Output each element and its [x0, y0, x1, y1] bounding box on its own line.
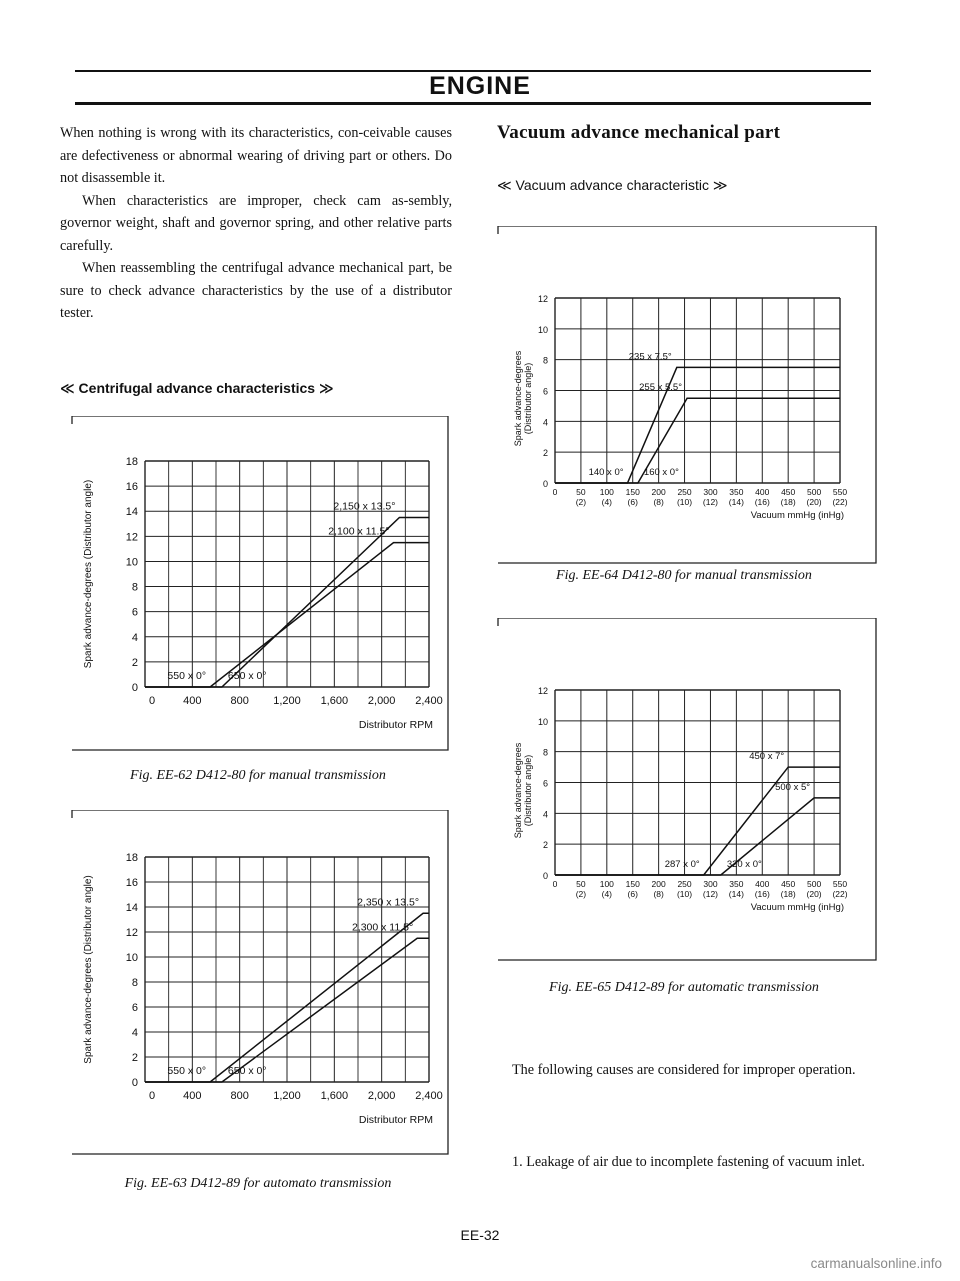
caption-ee-65: Fig. EE-65 D412-89 for automatic transmission: [549, 980, 819, 995]
x-tick-label: 250: [677, 879, 692, 889]
watermark: carmanualsonline.info: [810, 1256, 942, 1271]
y-tick-label: 12: [125, 927, 138, 939]
x-tick-label: 300: [703, 487, 718, 497]
y-tick-label: 10: [125, 556, 138, 569]
x-tick-sublabel: (16): [754, 889, 770, 899]
page-number: EE-32: [460, 1227, 500, 1243]
y-tick-label: 2: [131, 656, 138, 669]
x-tick-sublabel: (10): [676, 497, 693, 507]
series-line: [555, 367, 840, 483]
y-axis-label: Spark advance-degrees (Distributor angle): [83, 875, 94, 1064]
x-tick-label: 500: [806, 879, 822, 889]
centrifugal-heading: ≪ Centrifugal advance characteristics ≫: [60, 380, 334, 396]
x-axis-label: Distributor RPM: [358, 719, 433, 731]
x-tick-label: 0: [149, 1090, 156, 1102]
x-tick-label: 550: [832, 879, 848, 889]
y-axis-label: Spark advance-degrees: [513, 350, 523, 447]
x-tick-label: 250: [677, 487, 692, 497]
chart-ee-62: [60, 416, 456, 756]
y-tick-label: 10: [537, 716, 548, 727]
x-tick-label: 0: [552, 879, 558, 889]
annotation-label: 2,150 x 13.5°: [333, 500, 396, 513]
annotation-label: 650 x 0°: [227, 1065, 267, 1077]
annotation-label: 550 x 0°: [167, 1065, 207, 1077]
y-tick-label: 16: [125, 481, 138, 494]
chart-ee-63: [60, 810, 456, 1160]
x-tick-sublabel: (20): [806, 497, 822, 507]
y-tick-label: 18: [125, 456, 138, 468]
caption-ee-64: Fig. EE-64 D412-80 for manual transmission: [556, 568, 812, 583]
y-tick-label: 4: [542, 809, 548, 820]
y-tick-label: 0: [542, 871, 548, 881]
y-tick-label: 14: [125, 506, 138, 519]
x-tick-label: 350: [729, 487, 744, 497]
y-tick-label: 2: [542, 840, 548, 851]
x-tick-label: 200: [651, 879, 666, 889]
x-tick-sublabel: (20): [806, 889, 822, 899]
x-tick-label: 400: [755, 879, 770, 889]
chart-ee-65: [488, 618, 880, 963]
y-tick-label: 16: [125, 877, 138, 889]
y-tick-label: 0: [542, 479, 548, 489]
x-tick-sublabel: (18): [780, 889, 796, 899]
x-tick-sublabel: (2): [575, 889, 587, 899]
y-tick-label: 6: [131, 606, 138, 619]
y-tick-label: 4: [131, 631, 138, 644]
x-tick-label: 800: [230, 695, 249, 707]
annotation-label: 2,100 x 11.5°: [328, 525, 390, 538]
x-axis-label: Distributor RPM: [358, 1114, 433, 1126]
cause-item-1: 1. Leakage of air due to incomplete fastening of vacuum inlet.: [512, 1154, 865, 1170]
y-tick-label: 4: [131, 1027, 138, 1039]
vacuum-section-title: Vacuum advance mechanical part: [497, 122, 781, 143]
annotation-label: 450 x 7°: [749, 751, 785, 763]
annotation-label: 287 x 0°: [664, 859, 700, 870]
annotation-label: 235 x 7.5°: [628, 351, 672, 363]
x-tick-label: 400: [755, 487, 770, 497]
x-tick-sublabel: (10): [676, 889, 693, 899]
x-tick-label: 400: [183, 695, 202, 707]
annotation-label: 255 x 5.5°: [639, 382, 683, 394]
x-tick-label: 350: [729, 879, 744, 889]
annotation-label: 2,350 x 13.5°: [357, 896, 420, 909]
y-tick-label: 8: [131, 977, 138, 989]
annotation-label: 320 x 0°: [726, 859, 762, 870]
x-tick-label: 150: [625, 487, 640, 497]
y-axis-label: Spark advance-degrees: [513, 742, 523, 839]
y-tick-label: 12: [537, 294, 548, 304]
y-tick-label: 12: [537, 686, 548, 696]
annotation-label: 160 x 0°: [643, 467, 679, 478]
annotation-label: 140 x 0°: [588, 467, 624, 478]
paragraph-1: When nothing is wrong with its characteristics, con-ceivable causes are defectiveness or abnormal wearing of driving part or others. Do not disassemble it.: [60, 125, 452, 186]
x-tick-label: 50: [576, 879, 586, 889]
x-tick-label: 0: [149, 695, 156, 707]
x-tick-label: 800: [230, 1090, 249, 1102]
x-tick-sublabel: (18): [780, 497, 796, 507]
y-tick-label: 10: [537, 324, 548, 335]
x-tick-label: 1,200: [273, 695, 301, 707]
x-tick-sublabel: (22): [832, 497, 848, 507]
x-tick-sublabel: (4): [601, 889, 613, 899]
y-tick-label: 2: [131, 1052, 138, 1064]
x-tick-label: 100: [599, 879, 614, 889]
intro-text: [60, 122, 452, 325]
x-tick-label: 2,400: [415, 695, 443, 707]
y-axis-label-sub: (Distributor angle): [523, 362, 533, 435]
x-tick-sublabel: (8): [653, 497, 664, 507]
causes-intro: The following causes are considered for improper operation.: [512, 1062, 856, 1078]
x-tick-sublabel: (16): [754, 497, 770, 507]
x-tick-sublabel: (14): [728, 497, 744, 507]
y-axis-label-sub: (Distributor angle): [523, 754, 533, 827]
y-tick-label: 2: [542, 448, 548, 459]
x-tick-sublabel: (8): [653, 889, 664, 899]
vacuum-heading: ≪ Vacuum advance characteristic ≫: [497, 177, 728, 193]
y-tick-label: 8: [542, 355, 548, 366]
x-tick-label: 500: [806, 487, 822, 497]
annotation-label: 550 x 0°: [167, 670, 207, 682]
page-title: ENGINE: [429, 72, 531, 100]
x-tick-label: 300: [703, 879, 718, 889]
x-tick-sublabel: (2): [575, 497, 587, 507]
x-tick-label: 450: [781, 879, 796, 889]
y-tick-label: 0: [131, 1077, 138, 1089]
chart-ee-64: [488, 226, 880, 566]
y-axis-label: Spark advance-degrees (Distributor angle): [83, 479, 94, 669]
x-tick-label: 200: [651, 487, 666, 497]
x-tick-sublabel: (12): [702, 889, 719, 899]
y-tick-label: 10: [125, 952, 138, 964]
x-tick-label: 1,200: [273, 1090, 301, 1102]
x-tick-sublabel: (22): [832, 889, 848, 899]
caption-ee-63: Fig. EE-63 D412-89 for automato transmission: [124, 1176, 392, 1191]
y-tick-label: 4: [542, 417, 548, 428]
y-tick-label: 6: [542, 386, 548, 397]
x-tick-sublabel: (14): [728, 889, 744, 899]
y-tick-label: 8: [542, 747, 548, 758]
x-tick-sublabel: (12): [702, 497, 719, 507]
x-tick-sublabel: (6): [627, 497, 638, 507]
x-tick-label: 450: [781, 487, 796, 497]
x-axis-label: Vacuum mmHg (inHg): [750, 510, 844, 521]
x-tick-label: 0: [552, 487, 558, 497]
x-tick-label: 550: [832, 487, 848, 497]
x-tick-label: 2,000: [367, 695, 396, 707]
annotation-label: 500 x 5°: [775, 781, 811, 793]
annotation-label: 2,300 x 11.5°: [351, 921, 414, 934]
caption-ee-62: Fig. EE-62 D412-80 for manual transmission: [130, 768, 386, 783]
x-tick-label: 50: [576, 487, 586, 497]
paragraph-2: When characteristics are improper, check cam as-sembly, governor weight, shaft and governor spring, and other relative parts carefully.: [60, 192, 452, 254]
y-tick-label: 18: [125, 852, 138, 864]
header-rule-bottom: [75, 102, 871, 105]
x-axis-label: Vacuum mmHg (inHg): [750, 902, 844, 913]
x-tick-label: 2,000: [367, 1090, 396, 1102]
x-tick-label: 2,400: [415, 1090, 443, 1102]
y-tick-label: 8: [131, 581, 138, 594]
y-tick-label: 14: [125, 902, 138, 914]
x-tick-sublabel: (6): [627, 889, 638, 899]
annotation-label: 650 x 0°: [227, 670, 267, 682]
y-tick-label: 6: [131, 1002, 138, 1014]
x-tick-label: 150: [625, 879, 640, 889]
x-tick-label: 1,600: [320, 1090, 349, 1102]
y-tick-label: 0: [131, 682, 138, 694]
x-tick-label: 1,600: [320, 695, 349, 707]
y-tick-label: 6: [542, 778, 548, 789]
y-tick-label: 12: [125, 531, 138, 544]
x-tick-label: 400: [183, 1090, 202, 1102]
paragraph-3: When reassembling the centrifugal advance mechanical part, be sure to check advance characteristics by the use of a distributor tester.: [60, 260, 452, 321]
x-tick-sublabel: (4): [601, 497, 613, 507]
x-tick-label: 100: [599, 487, 614, 497]
